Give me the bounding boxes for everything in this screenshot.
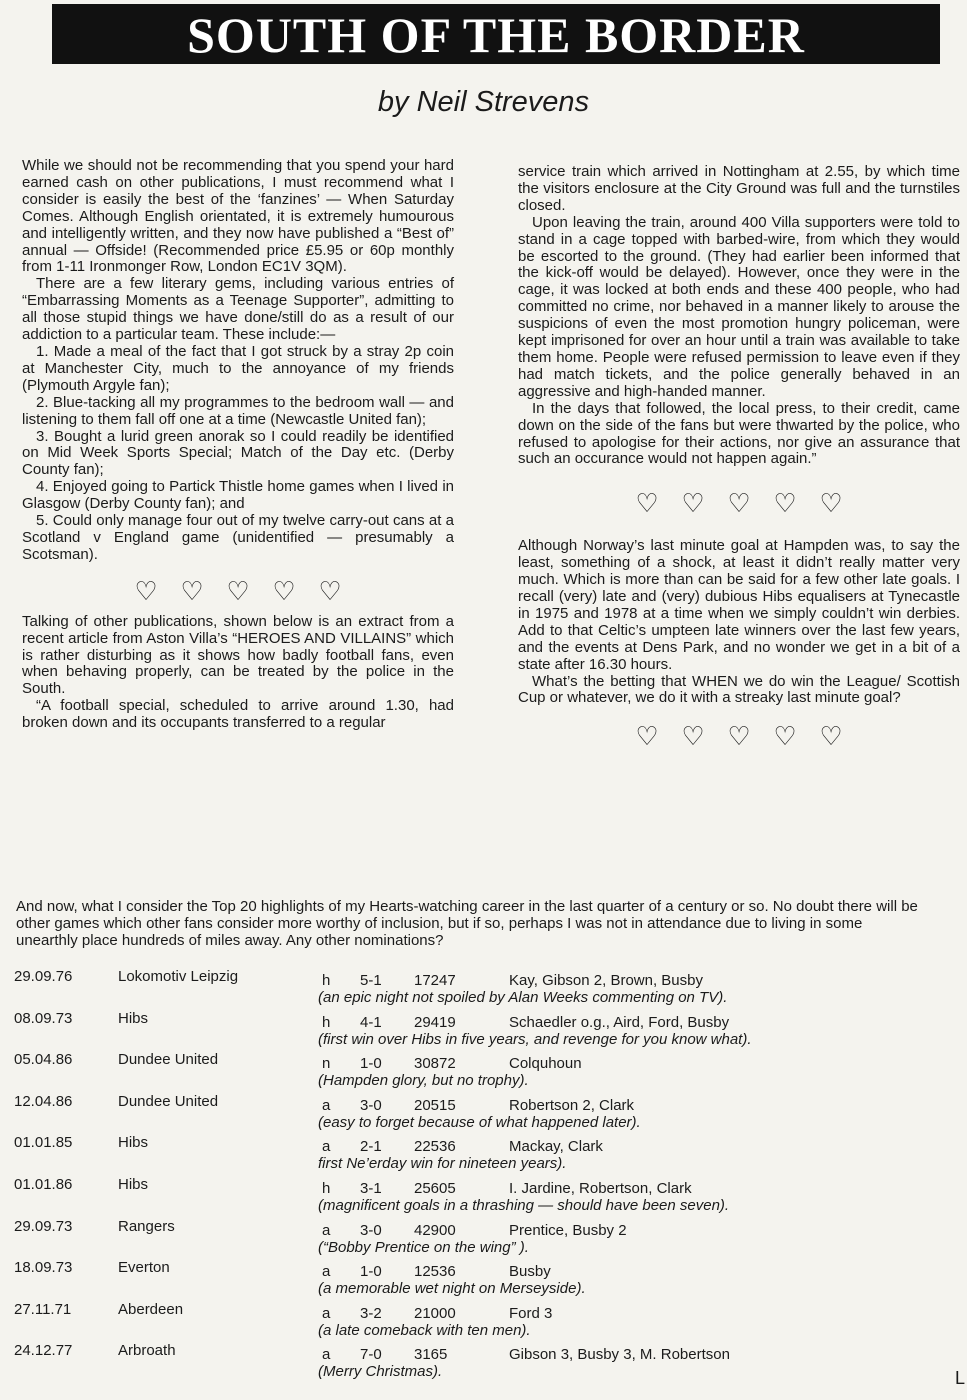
fixture-scorers: Robertson 2, Clark — [509, 1096, 635, 1114]
fixture-opponent: Dundee United — [118, 1051, 219, 1069]
fixture-opponent: Hibs — [118, 1134, 149, 1152]
fixture-date: 27.11.71 — [14, 1300, 72, 1318]
fixture-row — [14, 1218, 954, 1260]
fixture-score: 7-0 — [360, 1346, 382, 1364]
left-column — [22, 158, 454, 732]
fixture-scorers: Ford 3 — [509, 1304, 553, 1322]
fixture-attendance: 21000 — [414, 1304, 456, 1322]
fixture-date: 24.12.77 — [14, 1342, 73, 1360]
paragraph: What’s the betting that WHEN we do win the League/ Scottish Cup or whatever, we do it with a streaky last minute goal? — [518, 672, 960, 707]
fixture-row — [14, 1134, 954, 1176]
heart-icon: ♡ — [727, 488, 751, 519]
fixture-attendance: 12536 — [414, 1263, 456, 1281]
fixture-attendance: 20515 — [414, 1096, 456, 1114]
fixture-date: 29.09.76 — [14, 968, 73, 985]
fixture-score: 3-0 — [360, 1096, 382, 1114]
fixture-attendance: 17247 — [414, 972, 456, 989]
heart-icon: ♡ — [773, 488, 797, 519]
paragraph: service train which arrived in Nottingham at 2.55, by which time the visitors enclosure at the City Ground was full and the turnstiles closed. — [518, 163, 960, 214]
fixture-note: (an epic night not spoiled by Alan Weeks commenting on TV). — [318, 989, 728, 1006]
paragraph: 1. Made a meal of the fact that I got struck by a stray 2p coin at Manchester City, much to the annoyance of my friends (Plymouth Argyle fan); — [22, 342, 454, 394]
fixture-venue: a — [322, 1138, 331, 1156]
fixture-score: 3-0 — [360, 1221, 382, 1239]
fixture-venue: a — [322, 1263, 331, 1281]
fixture-venue: a — [322, 1096, 331, 1114]
fixture-note: (magnificent goals in a thrashing — should have been seven). — [318, 1196, 730, 1214]
left-paragraphs — [22, 158, 454, 564]
fixture-score: 1-0 — [360, 1263, 382, 1281]
fixture-score: 2-1 — [360, 1138, 382, 1156]
fixture-date: 12.04.86 — [14, 1092, 73, 1110]
fixture-row — [14, 1093, 954, 1135]
fixture-opponent: Everton — [118, 1259, 170, 1277]
fixture-note: (a memorable wet night on Merseyside). — [318, 1280, 586, 1298]
fixture-row — [14, 1301, 954, 1343]
top20-intro: And now, what I consider the Top 20 highlights of my Hearts-watching career in the last quarter of a century or so. No doubt there will be other games which other fans consider more worthy of inclusion, but if so, perhaps I was not in attendance due to living in some unearthly place hundreds of miles away. Any other nominations? — [16, 898, 918, 949]
paragraph: Talking of other publications, shown below is an extract from a recent article from Aston Villa’s “HEROES AND VILLAINS” which is rather disturbing as it shows how badly football fans, even when behaving properly, can be treated by the police in the South. — [22, 612, 454, 698]
heart-icon: ♡ — [318, 575, 342, 606]
fixture-row — [14, 1342, 954, 1384]
fixture-scorers: Schaedler o.g., Aird, Ford, Busby — [509, 1013, 730, 1031]
fixture-opponent: Rangers — [118, 1217, 175, 1235]
fixture-attendance: 42900 — [414, 1221, 456, 1239]
fixture-opponent: Dundee United — [118, 1092, 219, 1110]
fixture-row — [14, 1176, 954, 1218]
right-paragraphs — [518, 164, 960, 468]
fixture-scorers: Gibson 3, Busby 3, M. Robertson — [509, 1346, 730, 1364]
fixture-attendance: 29419 — [414, 1013, 456, 1031]
fixture-score: 4-1 — [360, 1013, 382, 1031]
fixture-note: (first win over Hibs in five years, and revenge for you know what). — [318, 1030, 752, 1048]
fixture-row — [14, 1259, 954, 1301]
fixture-opponent: Lokomotiv Leipzig — [118, 968, 239, 985]
fixture-opponent: Arbroath — [118, 1342, 176, 1360]
right-paragraphs-b — [518, 538, 960, 707]
hearts-divider-left — [22, 576, 454, 606]
fixture-venue: a — [322, 1346, 331, 1364]
fixture-scorers: Colquhoun — [509, 1055, 582, 1073]
fixture-date: 05.04.86 — [14, 1051, 73, 1069]
heart-icon: ♡ — [226, 575, 250, 606]
heart-icon: ♡ — [681, 488, 705, 519]
fixture-scorers: Busby — [509, 1263, 551, 1281]
heart-icon: ♡ — [180, 575, 204, 606]
paragraph: 2. Blue-tacking all my programmes to the bedroom wall — and listening to them fall off one at a time (Newcastle United fan); — [22, 393, 454, 428]
fixture-venue: h — [322, 1013, 331, 1031]
fixture-score: 3-1 — [360, 1179, 382, 1197]
fixture-row — [14, 1051, 954, 1093]
fixture-score: 1-0 — [360, 1055, 382, 1073]
fixture-score: 3-2 — [360, 1304, 382, 1322]
heart-icon: ♡ — [727, 721, 751, 752]
fixture-scorers: Prentice, Busby 2 — [509, 1221, 627, 1239]
fixture-note: (“Bobby Prentice on the wing” ). — [318, 1238, 529, 1256]
paragraph: 4. Enjoyed going to Partick Thistle home games when I lived in Glasgow (Derby County fan); and — [22, 478, 454, 513]
heart-icon: ♡ — [773, 721, 797, 752]
fixture-scorers: I. Jardine, Robertson, Clark — [509, 1179, 692, 1197]
byline: by Neil Strevens — [377, 86, 590, 118]
fixture-venue: h — [322, 972, 331, 989]
hearts-divider-right-2 — [518, 721, 960, 751]
heart-icon: ♡ — [819, 721, 843, 752]
paragraph: Upon leaving the train, around 400 Villa supporters were told to stand in a cage topped with barbed-wire, from which they would be escorted to the ground. (They had earlier been informed that the kick-off would be delayed). However, once they were in the cage, it was locked at both ends and these 400 people, who had committed no crime, nor behaved in a manner likely to arouse the suspicions of even the most promotion hungry policeman, were kept imprisoned for over an hour until a train was available to take them home. People were refused permission to leave even if they had match tickets, and the police generally behaved in an aggressive and high-handed manner. — [518, 213, 960, 400]
paragraph: In the days that followed, the local press, to their credit, came down on the side of the fans but were thwarted by the police, who refused to apologise for their actions, nor give an assurance that such an occurance would not happen again.” — [518, 399, 960, 468]
left-paragraphs-b — [22, 614, 454, 732]
fixture-date: 01.01.85 — [14, 1134, 73, 1152]
fixture-note: (Merry Christmas). — [318, 1363, 443, 1381]
paragraph: “A football special, scheduled to arrive around 1.30, had broken down and its occupants transferred to a regular — [22, 697, 454, 732]
fixture-row — [14, 968, 954, 1010]
right-column — [518, 164, 960, 759]
fixture-attendance: 22536 — [414, 1138, 456, 1156]
heart-icon: ♡ — [272, 575, 296, 606]
page-mark: L — [955, 1368, 966, 1388]
fixture-date: 01.01.86 — [14, 1175, 73, 1193]
fixture-note: (Hampden glory, but no trophy). — [318, 1072, 529, 1090]
heart-icon: ♡ — [819, 488, 843, 519]
fixture-scorers: Kay, Gibson 2, Brown, Busby — [509, 972, 703, 989]
heart-icon: ♡ — [635, 721, 659, 752]
heart-icon: ♡ — [635, 488, 659, 519]
fixture-scorers: Mackay, Clark — [509, 1138, 603, 1156]
paragraph: There are a few literary gems, including various entries of “Embarrassing Moments as a Teenage Supporter”, admitting to all those stupid things we have done/still do as a result of our addiction to a particular team. These include:— — [22, 275, 454, 344]
fixture-date: 18.09.73 — [14, 1259, 73, 1277]
fixture-attendance: 25605 — [414, 1179, 456, 1197]
fixtures-list — [14, 968, 954, 1384]
fixture-opponent: Hibs — [118, 1175, 149, 1193]
fixture-row — [14, 1010, 954, 1052]
page-title: SOUTH OF THE BORDER — [52, 4, 940, 64]
fixture-score: 5-1 — [360, 972, 382, 989]
fixture-attendance: 30872 — [414, 1055, 456, 1073]
fixture-venue: a — [322, 1304, 331, 1322]
heart-icon: ♡ — [134, 575, 158, 606]
fixture-opponent: Aberdeen — [118, 1300, 184, 1318]
fixture-note: (a late comeback with ten men). — [318, 1321, 531, 1339]
fixture-opponent: Hibs — [118, 1009, 149, 1027]
paragraph: Although Norway’s last minute goal at Hampden was, to say the least, something of a shock, at least it didn’t really matter very much. Which is more than can be said for a few other late goals. I recall (very) late and (very) dubious Hibs equalisers at Tynecastle in 1975 and 1978 at a time when we simply couldn’t win derbies. Add to that Celtic’s umpteen late winners over the last few years, and the events at Dens Park, and no wonder we get in a bit of a state after 16.30 hours. — [518, 537, 960, 673]
fixture-venue: n — [322, 1055, 331, 1073]
fixture-venue: h — [322, 1179, 331, 1197]
paragraph: 5. Could only manage four out of my twelve carry-out cans at a Scotland v England game (unidentified — presumably a Scotsman). — [22, 512, 454, 563]
fixture-date: 29.09.73 — [14, 1217, 73, 1235]
fixture-note: first Ne’erday win for nineteen years). — [318, 1155, 567, 1173]
fixture-note: (easy to forget because of what happened later). — [318, 1113, 641, 1131]
heart-icon: ♡ — [681, 721, 705, 752]
fixture-date: 08.09.73 — [14, 1009, 73, 1027]
hearts-divider-right-1 — [518, 488, 960, 518]
fixture-venue: a — [322, 1221, 331, 1239]
paragraph: 3. Bought a lurid green anorak so I could readily be identified on Mid Week Sports Special; Match of the Day etc. (Derby County fan); — [22, 427, 454, 479]
fixture-attendance: 3165 — [414, 1346, 448, 1364]
paragraph: While we should not be recommending that you spend your hard earned cash on other publications, I must recommend what I consider is easily the best of the ‘fanzines’ — When Saturday Comes. Although English orientated, it is extremely humourous and intelligently written, and they now have published a “Best of” annual — Offside! (Recommended price £5.95 or 60p monthly from 1-11 Ironmonger Row, London EC1V 3QM). — [22, 157, 454, 276]
